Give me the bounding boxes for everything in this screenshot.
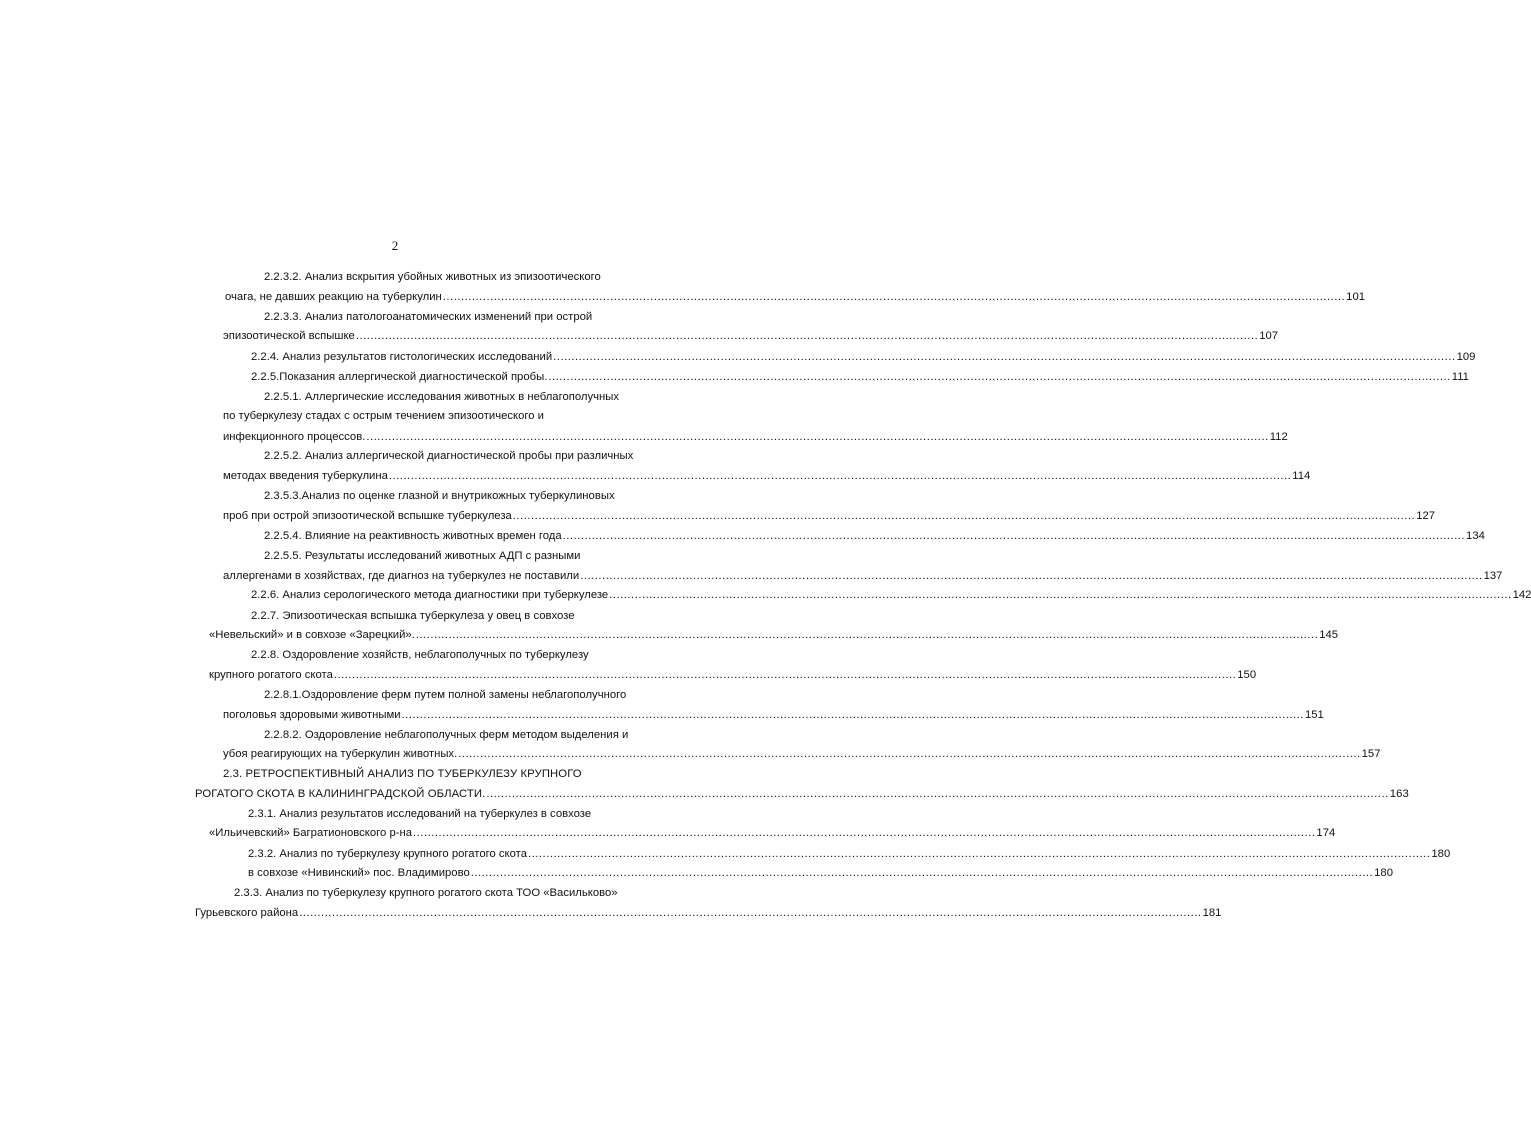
toc-entry-text: 2.3.2. Анализ по туберкулезу крупного рогатого скота — [248, 848, 527, 860]
dot-leader — [486, 786, 1388, 802]
dot-leader — [299, 905, 1201, 921]
toc-line — [264, 448, 636, 464]
toc-line — [234, 885, 637, 901]
toc-line — [223, 508, 1436, 524]
toc-line — [251, 647, 637, 663]
toc-page-number: 127 — [1416, 510, 1436, 522]
dot-leader — [389, 468, 1291, 484]
toc-line — [209, 825, 1336, 841]
toc-line — [223, 328, 1279, 344]
toc-line — [248, 846, 1451, 862]
toc-line — [251, 587, 1531, 603]
toc-page-number: 142 — [1512, 589, 1531, 601]
toc-line — [264, 488, 636, 504]
toc-page-number: 174 — [1316, 827, 1336, 839]
toc-entry-text: 2.2.8.1.Оздоровление ферм путем полной замены неблагополучного — [264, 689, 627, 701]
toc-page-number: 180 — [1431, 848, 1451, 860]
toc-entry-text: 2.2.8. Оздоровление хозяйств, неблагополучных по туберкулезу — [251, 649, 589, 661]
toc-entry-text: 2.2.3.2. Анализ вскрытия убойных животных из эпизоотического — [264, 271, 601, 283]
toc-page-number: 111 — [1451, 371, 1469, 383]
toc-line — [223, 468, 1311, 484]
toc-entry-text: 2.2.3.3. Анализ патологоанатомических изменений при острой — [264, 311, 593, 323]
toc-entry-text: проб при острой эпизоотической вспышке туберкулеза — [223, 510, 512, 522]
page-number: 2 — [391, 238, 399, 253]
toc-line — [225, 289, 1366, 305]
dot-leader — [334, 667, 1236, 683]
toc-line — [248, 865, 1393, 881]
toc-entry-text: 2.2.6. Анализ серологического метода диагностики при туберкулезе — [251, 589, 609, 601]
toc-entry-text: 2.2.8.2. Оздоровление неблагополучных ферм методом выделения и — [264, 729, 629, 741]
dot-leader — [553, 349, 1455, 365]
dot-leader — [356, 328, 1258, 344]
toc-page-number: 134 — [1466, 530, 1485, 542]
toc-entry-text: 2.2.7. Эпизоотическая вспышка туберкулеза у овец в совхозе — [251, 610, 575, 622]
toc-line — [264, 528, 1485, 544]
dot-leader — [513, 508, 1415, 524]
dot-leader — [563, 528, 1465, 544]
toc-entry-text: по туберкулезу стадах с острым течением эпизоотического и — [223, 410, 544, 422]
toc-line — [264, 309, 632, 325]
dot-leader — [548, 369, 1450, 385]
toc-page-number: 181 — [1202, 907, 1222, 919]
toc-line — [223, 707, 1324, 723]
toc-page-number: 109 — [1456, 351, 1476, 363]
toc-page-number: 107 — [1259, 330, 1279, 342]
toc-line — [264, 269, 632, 285]
toc-page-number: 137 — [1483, 570, 1503, 582]
toc-entry-text: 2.2.4. Анализ результатов гистологических исследований — [251, 351, 553, 363]
toc-entry-text: эпизоотической вспышке — [223, 330, 355, 342]
toc-line — [195, 786, 1409, 802]
toc-line — [251, 349, 1476, 365]
toc-line — [264, 548, 636, 564]
toc-page-number: 151 — [1304, 709, 1324, 721]
dot-leader — [443, 289, 1345, 305]
dot-leader — [366, 429, 1268, 445]
toc-line — [195, 905, 1222, 921]
toc-entry-text: 2.3. РЕТРОСПЕКТИВНЫЙ АНАЛИЗ ПО ТУБЕРКУЛЕЗУ КРУПНОГО — [223, 768, 582, 780]
toc-line — [223, 568, 1503, 584]
toc-entry-text: в совхозе «Нивинский» пос. Владимирово — [248, 867, 470, 879]
toc-line — [264, 389, 636, 405]
toc-entry-text: крупного рогатого скота — [209, 669, 333, 681]
toc-line — [264, 687, 636, 703]
toc-line — [251, 608, 637, 624]
dot-leader — [471, 865, 1373, 881]
toc-page-number: 157 — [1361, 748, 1381, 760]
toc-line — [223, 429, 1288, 445]
toc-entry-text: 2.2.5.Показания аллергической диагностической пробы. — [251, 371, 548, 383]
toc-entry-text: инфекционного процессов. — [223, 431, 366, 443]
toc-line — [209, 627, 1339, 643]
toc-entry-text: Гурьевского района — [195, 907, 299, 919]
dot-leader — [580, 568, 1482, 584]
toc-line — [223, 408, 636, 424]
toc-page-number: 145 — [1319, 629, 1339, 641]
toc-entry-text: «Невельский» и в совхозе «Зарецкий». — [209, 629, 415, 641]
dot-leader — [413, 825, 1315, 841]
toc-entry-text: поголовья здоровыми животными — [223, 709, 401, 721]
dot-leader — [458, 746, 1360, 762]
toc-entry-text: очага, не давших реакцию на туберкулин — [225, 291, 442, 303]
toc-entry-text: методах введения туберкулина — [223, 470, 388, 482]
toc-entry-text: 2.2.5.4. Влияние на реактивность животных времен года — [264, 530, 562, 542]
toc-page-number: 114 — [1292, 470, 1311, 482]
toc-line — [209, 667, 1257, 683]
toc-line — [248, 806, 636, 822]
toc-entry-text: 2.2.5.1. Аллергические исследования животных в неблагополучных — [264, 391, 620, 403]
toc-line — [223, 746, 1381, 762]
toc-page-number: 163 — [1389, 788, 1409, 800]
toc-page-number: 101 — [1346, 291, 1366, 303]
toc-entry-text: убоя реагирующих на туберкулин животных. — [223, 748, 458, 760]
toc-page-number: 112 — [1269, 431, 1288, 443]
toc-entry-text: 2.3.5.3.Анализ по оценке глазной и внутрикожных туберкулиновых — [264, 490, 615, 502]
toc-entry-text: 2.2.5.5. Результаты исследований животных АДП с разными — [264, 550, 581, 562]
dot-leader — [416, 627, 1318, 643]
toc-line — [264, 727, 636, 743]
toc-page-number: 180 — [1374, 867, 1393, 879]
toc-entry-text: 2.3.3. Анализ по туберкулезу крупного рогатого скота ТОО «Васильково» — [234, 887, 618, 899]
dot-leader — [528, 846, 1430, 862]
toc-entry-text: 2.3.1. Анализ результатов исследований на туберкулез в совхозе — [248, 808, 592, 820]
toc-entry-text: аллергенами в хозяйствах, где диагноз на туберкулез не поставили — [223, 570, 580, 582]
toc-entry-text: РОГАТОГО СКОТА В КАЛИНИНГРАДСКОЙ ОБЛАСТИ. — [195, 788, 486, 800]
dot-leader — [609, 587, 1511, 603]
toc-page-number: 150 — [1237, 669, 1257, 681]
toc-entry-text: «Ильичевский» Багратионовского р-на — [209, 827, 413, 839]
dot-leader — [402, 707, 1304, 723]
toc-entry-text: 2.2.5.2. Анализ аллергической диагностической пробы при различных — [264, 450, 634, 462]
toc-line — [223, 766, 637, 782]
toc-line — [251, 369, 1469, 385]
